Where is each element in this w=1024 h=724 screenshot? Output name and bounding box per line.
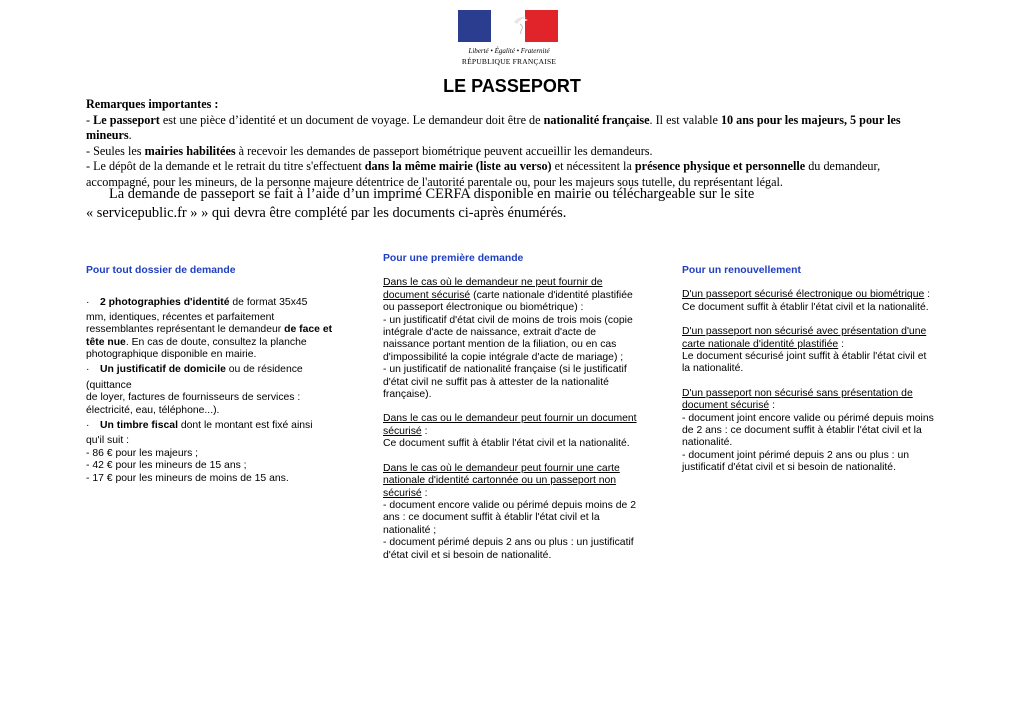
price-item: - 42 € pour les mineurs de 15 ans ; xyxy=(86,460,247,472)
bullet-icon: · xyxy=(86,297,90,309)
motto-text: Liberté • Égalité • Fraternité xyxy=(468,47,550,55)
remark-1: - Le passeport est une pièce d’identité et un document de voyage. Le demandeur doit être de nationalité française. Il est valable 10 ans pour les majeurs, 5 pour les mineurs. xyxy=(86,112,901,143)
column-first-request: Pour une première demande Dans le cas où le demandeur ne peut fournir de document sécurisé (carte nationale d'identité plastifiée ou passeport électronique ou biométrique) : - un justificatif d'état civil de moins de trois mois (copie intégrale d'acte de naissance, extrait d'acte de naissance portant mention de la filiation, ou en cas d'impossibilité la copie intégrale d'acte de mariage) ; - un justificatif de nationalité française (si le justificatif d'état civil ne suffit pas à attester de la nationalité française). Dans le cas ou le demandeur peut fournir un document sécurisé : Ce document suffit à établir l'état civil et la nationalité. Dans le cas où le demandeur peut fournir une carte nationale d'identité cartonnée ou un passeport non sécurisé : - document encore valide ou périmé depuis moins de 2 ans : ce document suffit à établir l'état civil et la nationalité ; - document périmé depuis 2 ans ou plus : un justificatif d'état civil et si besoin de nationalité. xyxy=(383,253,645,562)
price-item: - 86 € pour les majeurs ; xyxy=(86,447,199,459)
case-heading: D'un passeport sécurisé électronique ou biométrique : xyxy=(682,289,931,301)
case-heading: D'un passeport non sécurisé avec présentation d'une carte nationale d'identité plastifiée : xyxy=(682,326,927,350)
price-item: - 17 € pour les mineurs de moins de 15 ans. xyxy=(86,472,289,484)
page-title: LE PASSEPORT xyxy=(443,76,581,96)
case-heading: Dans le cas où le demandeur ne peut fournir de document sécurisé (carte nationale d'identité plastifiée ou passeport électronique ou biométrique) : xyxy=(383,277,633,314)
marianne-icon xyxy=(462,12,554,42)
tax-stamp-requirement: · Un timbre fiscal dont le montant est fixé ainsi xyxy=(86,420,313,432)
case-heading: Dans le cas ou le demandeur peut fournir un document sécurisé : xyxy=(383,413,637,437)
tricolor-flag xyxy=(458,10,558,42)
lead-paragraph: La demande de passeport se fait à l’aide d’un imprimé CERFA disponible en mairie ou téléchargeable sur le site « servicepublic.fr » » qui devra être complété par les documents ci-après énumérés. xyxy=(86,186,755,221)
photo-requirement: · 2 photographies d'identité de format 35x45 xyxy=(86,297,308,309)
case-heading: Dans le cas où le demandeur peut fournir une carte nationale d'identité cartonnée ou un passeport non sécurisé : xyxy=(383,462,620,499)
column-all-requests: Pour tout dossier de demande · 2 photographies d'identité de format 35x45 mm, identiques, récentes et parfaitement ressemblantes représentant le demandeur de face et tête nue. En cas de doute, consultez la planche photographique disponible en mairie. · Un justificatif de domicile ou de résidence (quittance de loyer, factures de fournisseurs de services : électricité, eau, téléphone...). · Un timbre fiscal dont le montant est fixé ainsi qu'il suit : - 86 € pour les majeurs ; - 42 € pour les mineurs de 15 ans ; - 17 € pour les mineurs de moins de 15 ans. xyxy=(86,265,338,485)
remark-2: - Seules les mairies habilitées à recevoir les demandes de passeport biométrique peuvent accueillir les demandeurs. xyxy=(86,143,653,158)
remarks-block xyxy=(86,97,942,191)
remarks-heading: Remarques importantes : xyxy=(86,97,219,111)
column-renewal: Pour un renouvellement D'un passeport sécurisé électronique ou biométrique : Ce document suffit à établir l'état civil et la nationalité. D'un passeport non sécurisé avec présentation d'une carte nationale d'identité plastifiée : Le document sécurisé joint suffit à établir l'état civil et la nationalité. D'un passeport non sécurisé sans présentation de document sécurisé : - document joint encore valide ou périmé depuis moins de 2 ans : ce document suffit à établir l'état civil et la nationalité. - document joint périmé depuis 2 ans ou plus : un justificatif d'état civil et si besoin de nationalité. xyxy=(682,265,934,474)
republic-text: RÉPUBLIQUE FRANÇAISE xyxy=(461,57,557,66)
bullet-icon: · xyxy=(86,420,90,432)
republique-francaise-logo xyxy=(458,10,560,66)
remark-3: - Le dépôt de la demande et le retrait du titre s'effectuent dans la même mairie (liste au verso) et nécessitent la présence physique et personnelle du demandeur, accompagné, pour les mineurs, de la personne majeure détentrice de l'autorité parentale ou, pour les majeurs sous tutelle, du représentant légal. xyxy=(86,159,881,189)
case-heading: D'un passeport non sécurisé sans présentation de document sécurisé : xyxy=(682,387,913,412)
domicile-requirement: · Un justificatif de domicile ou de résidence xyxy=(86,364,303,376)
column-title: Pour tout dossier de demande xyxy=(86,265,236,276)
column-title: Pour un renouvellement xyxy=(682,265,801,276)
bullet-icon: · xyxy=(86,364,90,376)
column-title: Pour une première demande xyxy=(383,253,524,264)
